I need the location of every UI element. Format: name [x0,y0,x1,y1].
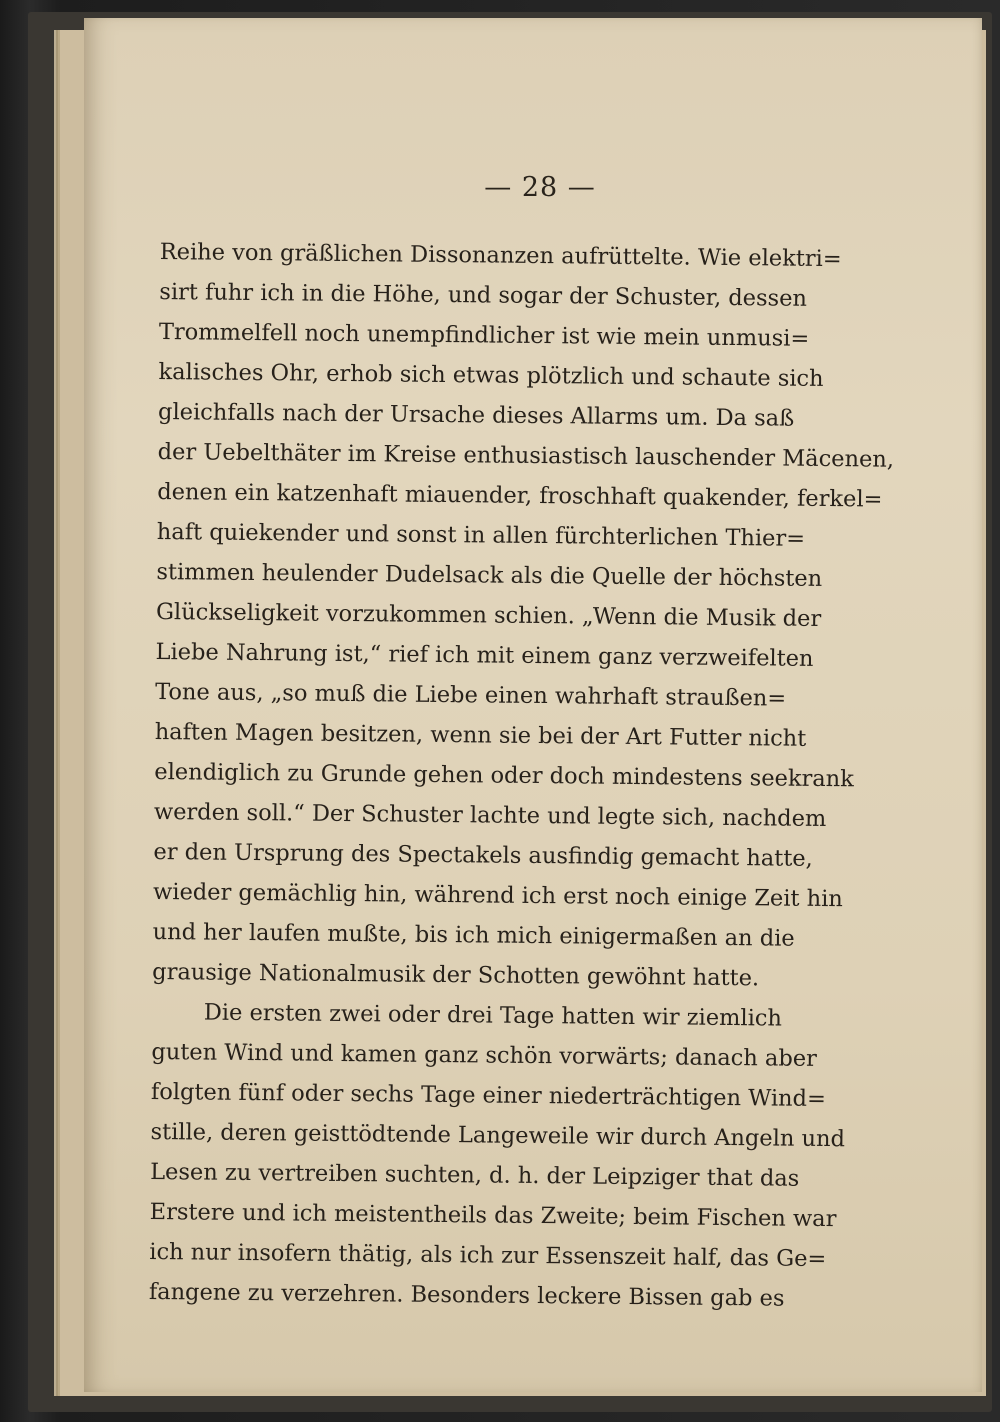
text-line: stille, deren geisttödtende Langeweile wir durch Angeln und [150,1118,846,1153]
body-text [149,232,896,1320]
text-line: gleichfalls nach der Ursache dieses Allarms um. Da saß [157,398,795,432]
text-line: stimmen heulender Dudelsack als die Quelle der höchsten [156,558,823,592]
text-line: grausige Nationalmusik der Schotten gewöhnt hatte. [152,958,760,992]
text-line: er den Ursprung des Spectakels ausfindig gemacht hatte, [153,838,813,872]
text-line: haft quiekender und sonst in allen fürchterlichen Thier= [156,518,806,552]
text-line: Glückseligkeit vorzukommen schien. „Wenn die Musik der [155,598,822,632]
paragraph-start-line: Die ersten zwei oder drei Tage hatten wir ziemlich [203,999,783,1032]
text-line: Reihe von gräßlichen Dissonanzen aufrüttelte. Wie elektri= [159,238,842,273]
text-line: der Uebelthäter im Kreise enthusiastisch lauschender Mäcenen, [157,438,894,473]
text-line: sirt fuhr ich in die Höhe, und sogar der Schuster, dessen [159,278,808,312]
text-line: ich nur insofern thätig, als ich zur Essenszeit half, das Ge= [149,1238,827,1273]
text-line: Lesen zu vertreiben suchten, d. h. der Leipziger that das [150,1158,800,1192]
text-line: elendiglich zu Grunde gehen oder doch mindestens seekrank [154,758,854,793]
text-line: Erstere und ich meistentheils das Zweite; beim Fischen war [149,1198,837,1233]
text-line: denen ein katzenhaft miauender, froschhaft quakender, ferkel= [157,478,883,513]
text-line: Tone aus, „so muß die Liebe einen wahrhaft straußen= [155,678,787,712]
text-line: und her laufen mußte, bis ich mich einigermaßen an die [152,918,795,952]
text-line: folgten fünf oder sechs Tage einer niederträchtigen Wind= [150,1078,827,1113]
text-line: kalisches Ohr, erhob sich etwas plötzlich und schaute sich [158,358,824,392]
text-line: Trommelfell noch unempfindlicher ist wie mein unmusi= [158,318,810,352]
text-line: haften Magen besitzen, wenn sie bei der Art Futter nicht [154,718,807,752]
text-line: wieder gemächlig hin, während ich erst noch einige Zeit hin [152,878,843,913]
text-line: werden soll.“ Der Schuster lachte und legte sich, nachdem [153,798,827,833]
text-line: guten Wind und kamen ganz schön vorwärts; danach aber [151,1038,818,1072]
page-number: — 28 — [484,172,596,203]
text-line: fangene zu verzehren. Besonders leckere Bissen gab es [148,1278,785,1312]
text-line: Liebe Nahrung ist,“ rief ich mit einem ganz verzweifelten [155,638,814,672]
